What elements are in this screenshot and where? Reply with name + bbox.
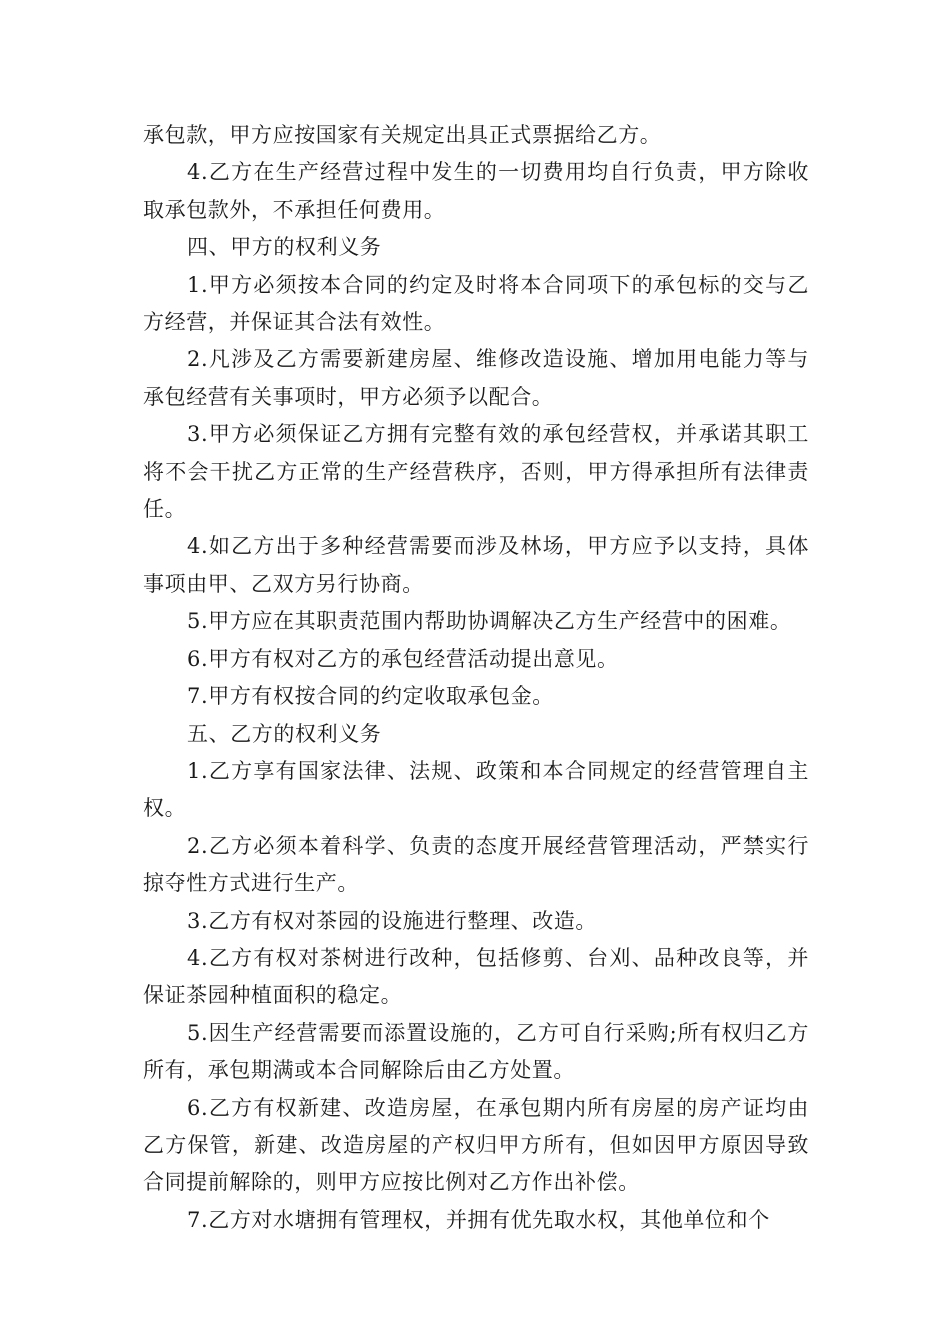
paragraph-clause: 5.因生产经营需要而添置设施的，乙方可自行采购;所有权归乙方所有，承包期满或本合同解除后由乙方处置。 <box>143 1020 809 1083</box>
paragraph-clause: 7.甲方有权按合同的约定收取承包金。 <box>187 684 554 709</box>
paragraph-clause: 6.乙方有权新建、改造房屋，在承包期内所有房屋的房产证均由乙方保管，新建、改造房屋的产权归甲方所有，但如因甲方原因导致合同提前解除的，则甲方应按比例对乙方作出补偿。 <box>143 1095 809 1195</box>
paragraph-clause: 2.乙方必须本着科学、负责的态度开展经营管理活动，严禁实行掠夺性方式进行生产。 <box>143 833 809 896</box>
paragraph-clause: 1.乙方享有国家法律、法规、政策和本合同规定的经营管理自主权。 <box>143 758 809 821</box>
paragraph-clause: 6.甲方有权对乙方的承包经营活动提出意见。 <box>187 646 619 671</box>
paragraph-clause: 1.甲方必须按本合同的约定及时将本合同项下的承包标的交与乙方经营，并保证其合法有效性。 <box>143 272 809 335</box>
section-heading: 五、乙方的权利义务 <box>187 721 382 746</box>
paragraph-clause: 4.如乙方出于多种经营需要而涉及林场，甲方应予以支持，具体事项由甲、乙双方另行协商。 <box>143 534 809 596</box>
paragraph-clause: 5.甲方应在其职责范围内帮助协调解决乙方生产经营中的困难。 <box>187 609 792 634</box>
paragraph-continuation: 承包款，甲方应按国家有关规定出具正式票据给乙方。 <box>143 123 662 147</box>
paragraph-clause: 3.乙方有权对茶园的设施进行整理、改造。 <box>187 908 598 933</box>
paragraph-clause: 4.乙方有权对茶树进行改种，包括修剪、台刈、品种改良等，并保证茶园种植面积的稳定。 <box>143 945 809 1008</box>
paragraph-clause: 4.乙方在生产经营过程中发生的一切费用均自行负责，甲方除收取承包款外，不承担任何费用。 <box>143 160 809 222</box>
paragraph-clause: 2.凡涉及乙方需要新建房屋、维修改造设施、增加用电能力等与承包经营有关事项时，甲方必须予以配合。 <box>143 347 809 409</box>
paragraph-clause: 3.甲方必须保证乙方拥有完整有效的承包经营权，并承诺其职工将不会干扰乙方正常的生产经营秩序，否则，甲方得承担所有法律责任。 <box>143 422 809 522</box>
paragraph-clause: 7.乙方对水塘拥有管理权，并拥有优先取水权，其他单位和个 <box>187 1207 770 1232</box>
document-body <box>143 117 809 1239</box>
section-heading: 四、甲方的权利义务 <box>187 235 382 260</box>
